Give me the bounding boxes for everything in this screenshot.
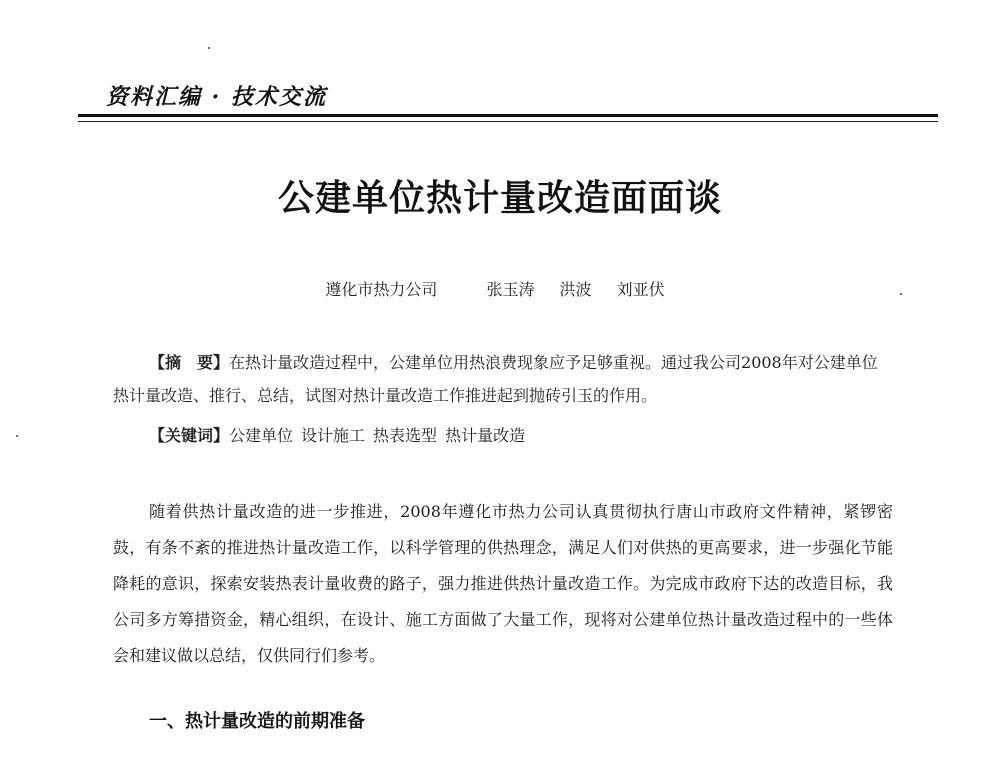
article-title: 公建单位热计量改造面面谈 — [277, 177, 722, 219]
abstract-label: 【摘 要】 — [149, 353, 230, 372]
author-name: 张玉涛 — [486, 280, 535, 299]
body-text — [113, 494, 893, 674]
keywords-label: 【关键词】 — [149, 426, 230, 445]
abstract-text: 在热计量改造过程中，公建单位用热浪费现象应予足够重视。通过我公司2008年对公建单位热计量改造、推行、总结，试图对热计量改造工作推进起到抛砖引玉的作用。 — [113, 353, 878, 405]
keyword: 公建单位 — [229, 426, 294, 445]
header-rule-thin — [78, 121, 938, 122]
keyword: 热表选型 — [373, 426, 438, 445]
keyword: 热计量改造 — [445, 426, 526, 445]
author-name: 洪波 — [559, 280, 592, 299]
keywords — [149, 423, 533, 446]
author-organization: 遵化市热力公司 — [325, 280, 438, 299]
body-paragraph: 随着供热计量改造的进一步推进，2008年遵化市热力公司认真贯彻执行唐山市政府文件精神，紧锣密鼓，有条不紊的推进热计量改造工作，以科学管理的供热理念，满足人们对供热的更高要求，进一步强化节能降耗的意识，探索安装热表计量收费的路子，强力推进供热计量改造工作。为完成市政府下达的改造目标，我公司多方筹措资金，精心组织，在设计、施工方面做了大量工作，现将对公建单位热计量改造过程中的一些体会和建议做以总结，仅供同行们参考。 — [113, 502, 893, 665]
author-name: 刘亚伏 — [616, 280, 665, 299]
section-heading: 一、热计量改造的前期准备 — [149, 711, 365, 732]
journal-section-header: 资料汇编 · 技术交流 — [106, 84, 327, 110]
author-line — [0, 277, 1000, 300]
scan-speck — [208, 47, 210, 49]
abstract — [113, 346, 893, 412]
scan-speck — [16, 435, 18, 437]
keyword: 设计施工 — [301, 426, 366, 445]
header-rule-thick — [78, 114, 938, 117]
